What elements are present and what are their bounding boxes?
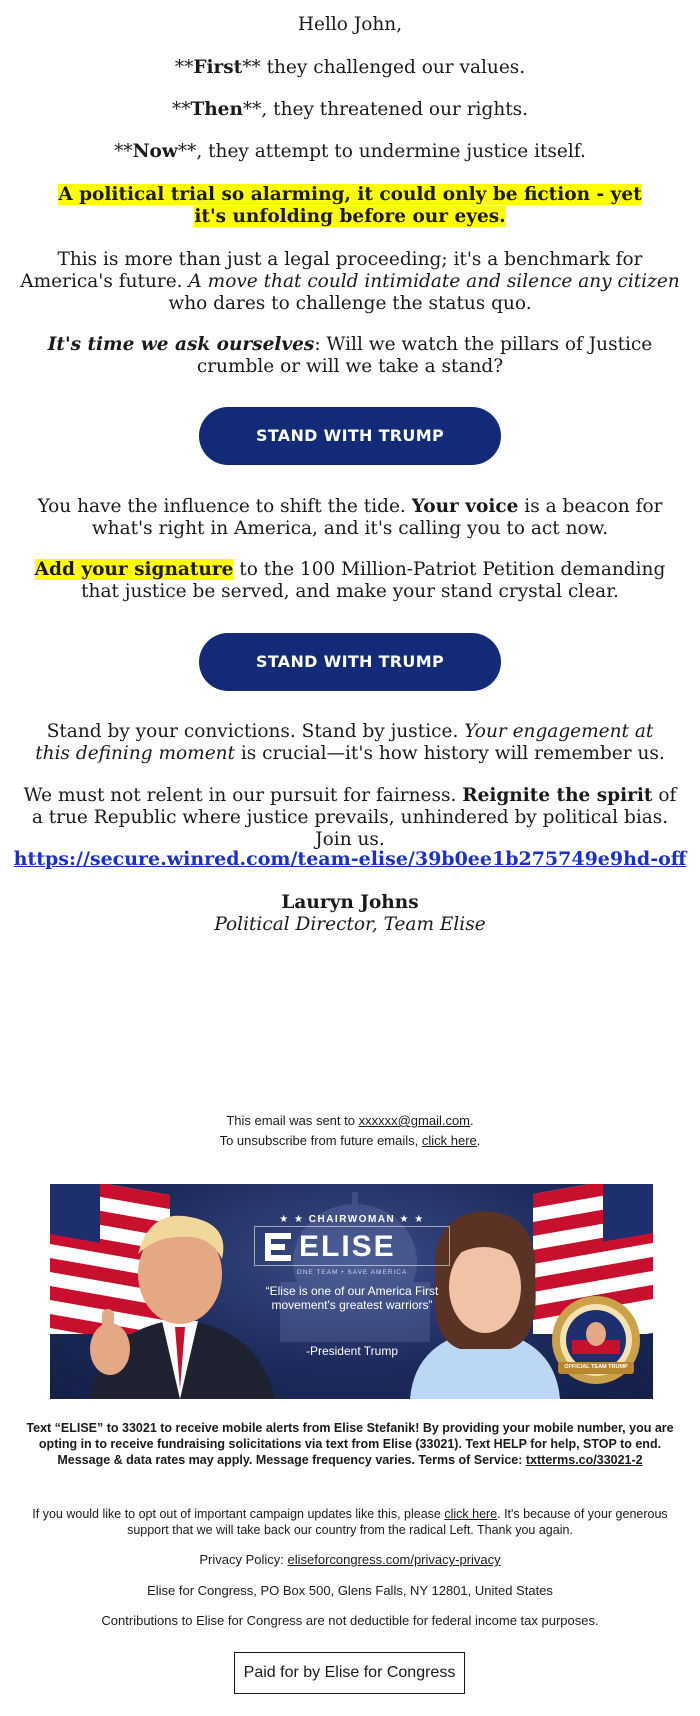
unsubscribe-link[interactable]: click here — [421, 1133, 477, 1148]
paragraph-6 — [18, 785, 682, 851]
stand-with-trump-button-2[interactable]: STAND WITH TRUMP — [199, 633, 501, 691]
privacy-prefix: Privacy Policy: — [199, 1552, 288, 1567]
trump-photo — [80, 1199, 280, 1399]
signature-title: Political Director, Team Elise — [214, 914, 486, 935]
paragraph-5-b: is crucial—it's how history will remember us. — [235, 743, 665, 764]
paragraph-6-b: of a true Republic where justice prevails, unhindered by political bias. Join us. — [31, 785, 677, 850]
sent-to-prefix: This email was sent to — [226, 1113, 359, 1128]
paragraph-4 — [18, 559, 682, 603]
paragraph-3-b: is a beacon for what's right in America, and it's calling you to act now. — [91, 496, 663, 539]
optout-prefix: If you would like to opt out of important campaign updates like this, please — [32, 1507, 445, 1521]
privacy-link[interactable]: eliseforcongress.com/privacy-privacy — [287, 1552, 501, 1567]
elise-e-logo-icon — [265, 1233, 291, 1261]
paragraph-1-b: who dares to challenge the status quo. — [168, 293, 532, 314]
unsubscribe-line — [0, 1132, 700, 1150]
stand-with-trump-button[interactable]: STAND WITH TRUMP — [199, 407, 501, 465]
paragraph-5 — [30, 721, 670, 765]
banner-kicker: ★ ★ CHAIRWOMAN ★ ★ — [279, 1214, 425, 1225]
paragraph-2 — [12, 334, 688, 378]
unsubscribe-prefix: To unsubscribe from future emails, — [219, 1133, 422, 1148]
paragraph-5-a: Stand by your convictions. Stand by justice. — [46, 721, 465, 742]
add-signature-highlight: Add your signature — [34, 559, 234, 580]
paragraph-4-rest: to the 100 Million-Patriot Petition demanding that justice be served, and make your stand crystal clear. — [81, 559, 666, 602]
line-now — [0, 141, 700, 163]
sms-text: Text “ELISE” to 33021 to receive mobile alerts from Elise Stefanik! By providing your mobile number, you are opting in to receive fundraising solicitations via text from Elise (33021). Text HELP for help, STOP to end. Message & data rates may apply. Message frequency varies. Terms of Service: — [26, 1421, 674, 1467]
optout-suffix: . It's because of your generous support that we will take back our country from the radical Left. Thank you again. — [127, 1507, 668, 1537]
official-team-trump-seal-icon — [550, 1294, 642, 1386]
paragraph-6-bold: Reignite the spirit — [462, 785, 653, 806]
elise-logo — [254, 1226, 450, 1266]
tax-line: Contributions to Elise for Congress are not deductible for federal income tax purposes. — [101, 1613, 599, 1628]
line-then-bold: Then — [190, 99, 243, 120]
paragraph-1 — [18, 249, 682, 315]
line-now-bold: Now — [132, 141, 178, 162]
paragraph-2-rest: : Will we watch the pillars of Justice crumble or will we take a stand? — [196, 334, 653, 377]
line-first-bold: First — [193, 57, 243, 78]
line-first — [0, 57, 700, 79]
sms-disclaimer — [18, 1420, 682, 1468]
paragraph-3 — [18, 496, 682, 540]
sms-terms-link[interactable]: txtterms.co/33021-2 — [525, 1453, 643, 1467]
banner-attribution: -President Trump — [305, 1344, 399, 1358]
banner-quote: “Elise is one of our America First movement's greatest warriors” — [265, 1284, 439, 1312]
paragraph-3-a: You have the influence to shift the tide. — [37, 496, 412, 517]
address-line: Elise for Congress, PO Box 500, Glens Falls, NY 12801, United States — [147, 1583, 553, 1598]
paragraph-2-bold-italic: It's time we ask ourselves — [47, 334, 315, 355]
sent-to-line — [0, 1112, 700, 1130]
optout-link[interactable]: click here — [444, 1507, 498, 1521]
recipient-email-link[interactable]: xxxxxx@gmail.com — [358, 1113, 471, 1128]
unsubscribe-dot: . — [476, 1133, 481, 1148]
optout-line — [18, 1506, 682, 1538]
paid-for-box: Paid for by Elise for Congress — [234, 1652, 465, 1694]
signature-name: Lauryn Johns — [281, 892, 419, 913]
paragraph-1-italic: A move that could intimidate and silence any citizen — [188, 271, 680, 292]
headline-highlight: A political trial so alarming, it could only be fiction - yet it's unfolding before our eyes. — [58, 184, 642, 227]
banner-image — [50, 1184, 653, 1399]
greeting: Hello John, — [297, 14, 403, 35]
elise-brand: ELISE — [299, 1230, 396, 1263]
donate-link[interactable]: https://secure.winred.com/team-elise/39b0ee1b275749e9hd-off — [13, 848, 687, 870]
paragraph-6-a: We must not relent in our pursuit for fairness. — [23, 785, 463, 806]
paragraph-5-italic: Your engagement at this defining moment — [35, 721, 654, 764]
sent-to-dot: . — [470, 1113, 474, 1128]
line-then-post: **, they threatened our rights. — [242, 99, 529, 120]
line-now-post: **, they attempt to undermine justice itself. — [177, 141, 586, 162]
line-then — [0, 99, 700, 121]
line-first-pre: ** — [174, 57, 194, 78]
line-now-pre: ** — [114, 141, 133, 162]
line-then-pre: ** — [171, 99, 191, 120]
banner-tagline: ONE TEAM • SAVE AMERICA — [296, 1269, 408, 1276]
line-first-post: ** they challenged our values. — [242, 57, 526, 78]
paragraph-1-a: This is more than just a legal proceeding; it's a benchmark for America's future. — [20, 249, 643, 292]
seal-text: OFFICIAL TEAM TRUMP — [564, 1364, 628, 1370]
privacy-line — [0, 1551, 700, 1569]
headline — [40, 184, 660, 228]
paragraph-3-bold: Your voice — [411, 496, 519, 517]
